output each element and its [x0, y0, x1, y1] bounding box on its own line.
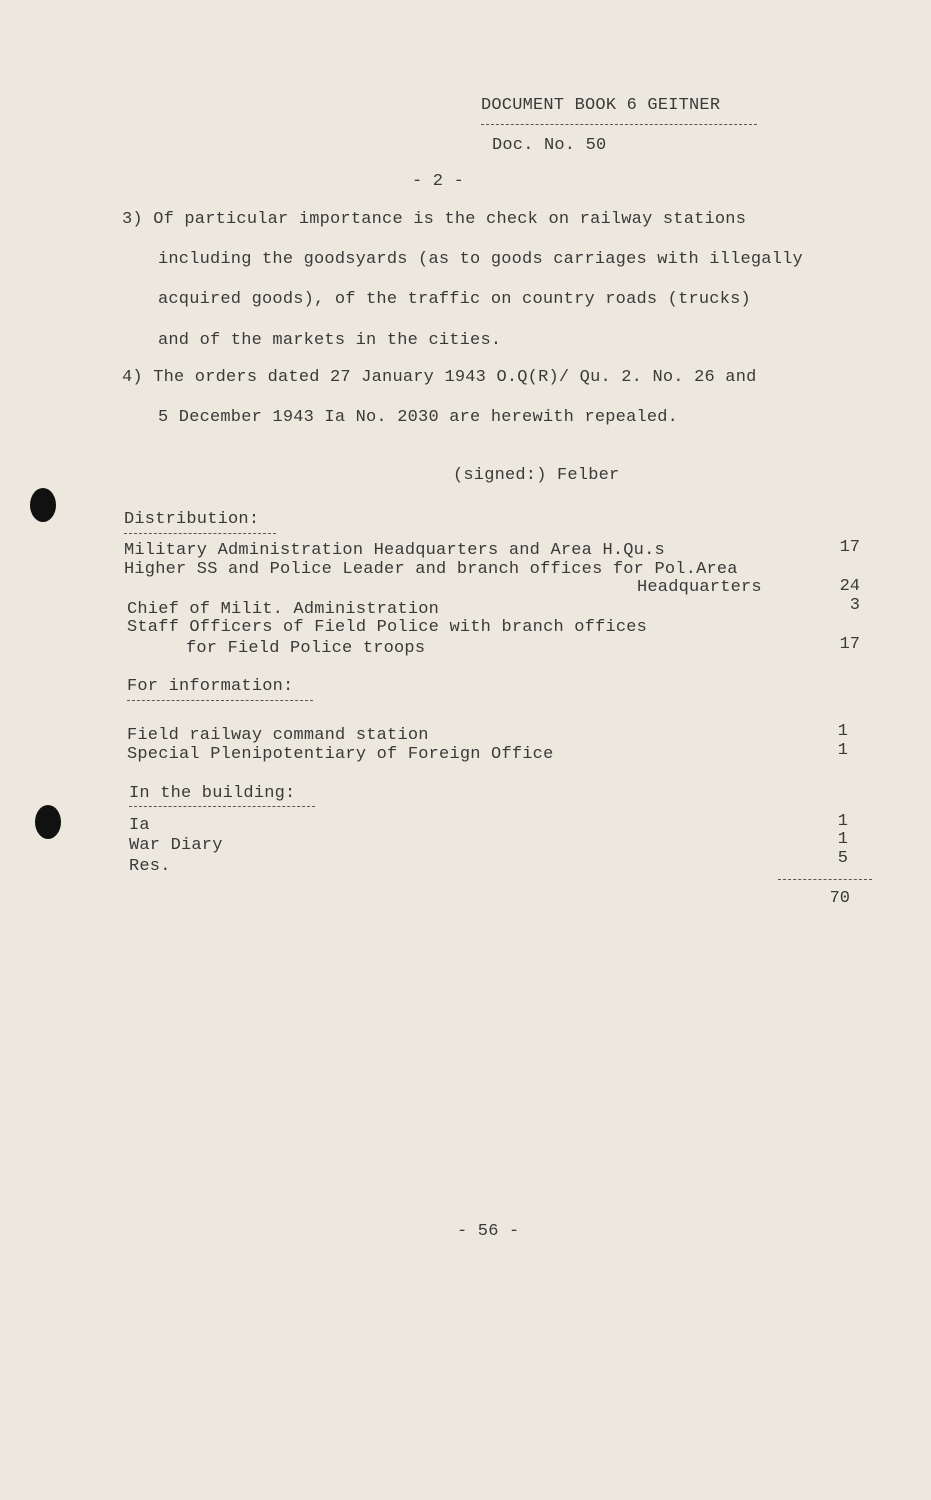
in-building-count-3: 5	[837, 849, 848, 868]
for-information-heading: For information:	[127, 677, 294, 696]
distribution-count-3: 3	[849, 596, 860, 615]
doc-number: Doc. No. 50	[492, 136, 607, 155]
distribution-item-1: Military Administration Headquarters and Area H.Qu.s	[124, 541, 665, 560]
in-building-count-2: 1	[837, 830, 848, 849]
in-building-item-1: Ia	[129, 816, 150, 835]
distribution-count-4: 17	[839, 635, 860, 654]
header-divider	[481, 124, 757, 125]
total-divider	[778, 879, 872, 880]
paragraph-3-line-4: and of the markets in the cities.	[158, 331, 502, 350]
signature: (signed:) Felber	[453, 466, 620, 485]
paragraph-4-line-2: 5 December 1943 Ia No. 2030 are herewith repealed.	[158, 408, 679, 427]
distribution-item-4: Staff Officers of Field Police with branch offices	[127, 618, 648, 637]
distribution-item-4-line-2: for Field Police troops	[186, 639, 426, 658]
in-building-count-1: 1	[837, 812, 848, 831]
page-marker: - 2 -	[412, 172, 465, 191]
distribution-item-3: Chief of Milit. Administration	[127, 600, 440, 619]
paragraph-3-line-2: including the goodsyards (as to goods carriages with illegally	[158, 250, 803, 269]
for-information-item-2: Special Plenipotentiary of Foreign Office	[127, 745, 554, 764]
paragraph-3-line-3: acquired goods), of the traffic on country roads (trucks)	[158, 290, 751, 309]
punch-hole-bottom	[35, 805, 61, 839]
in-building-item-2: War Diary	[129, 836, 223, 855]
distribution-item-2-line-2: Headquarters	[637, 578, 762, 597]
for-information-item-1: Field railway command station	[127, 726, 429, 745]
in-building-underline	[129, 806, 315, 807]
distribution-count-1: 17	[839, 538, 860, 557]
total-count: 70	[829, 889, 850, 908]
in-building-heading: In the building:	[129, 784, 296, 803]
doc-book-title: DOCUMENT BOOK 6 GEITNER	[481, 96, 721, 115]
distribution-underline	[124, 533, 276, 534]
in-building-item-3: Res.	[129, 857, 171, 876]
punch-hole-top	[30, 488, 56, 522]
distribution-item-2: Higher SS and Police Leader and branch offices for Pol.Area	[124, 560, 738, 579]
for-information-count-1: 1	[837, 722, 848, 741]
for-information-underline	[127, 700, 313, 701]
paragraph-3-line-1: 3) Of particular importance is the check on railway stations	[122, 210, 747, 229]
distribution-count-2: 24	[839, 577, 860, 596]
paragraph-4-line-1: 4) The orders dated 27 January 1943 O.Q(R)/ Qu. 2. No. 26 and	[122, 368, 757, 387]
footer-page-number: - 56 -	[457, 1222, 520, 1241]
for-information-count-2: 1	[837, 741, 848, 760]
distribution-heading: Distribution:	[124, 510, 260, 529]
